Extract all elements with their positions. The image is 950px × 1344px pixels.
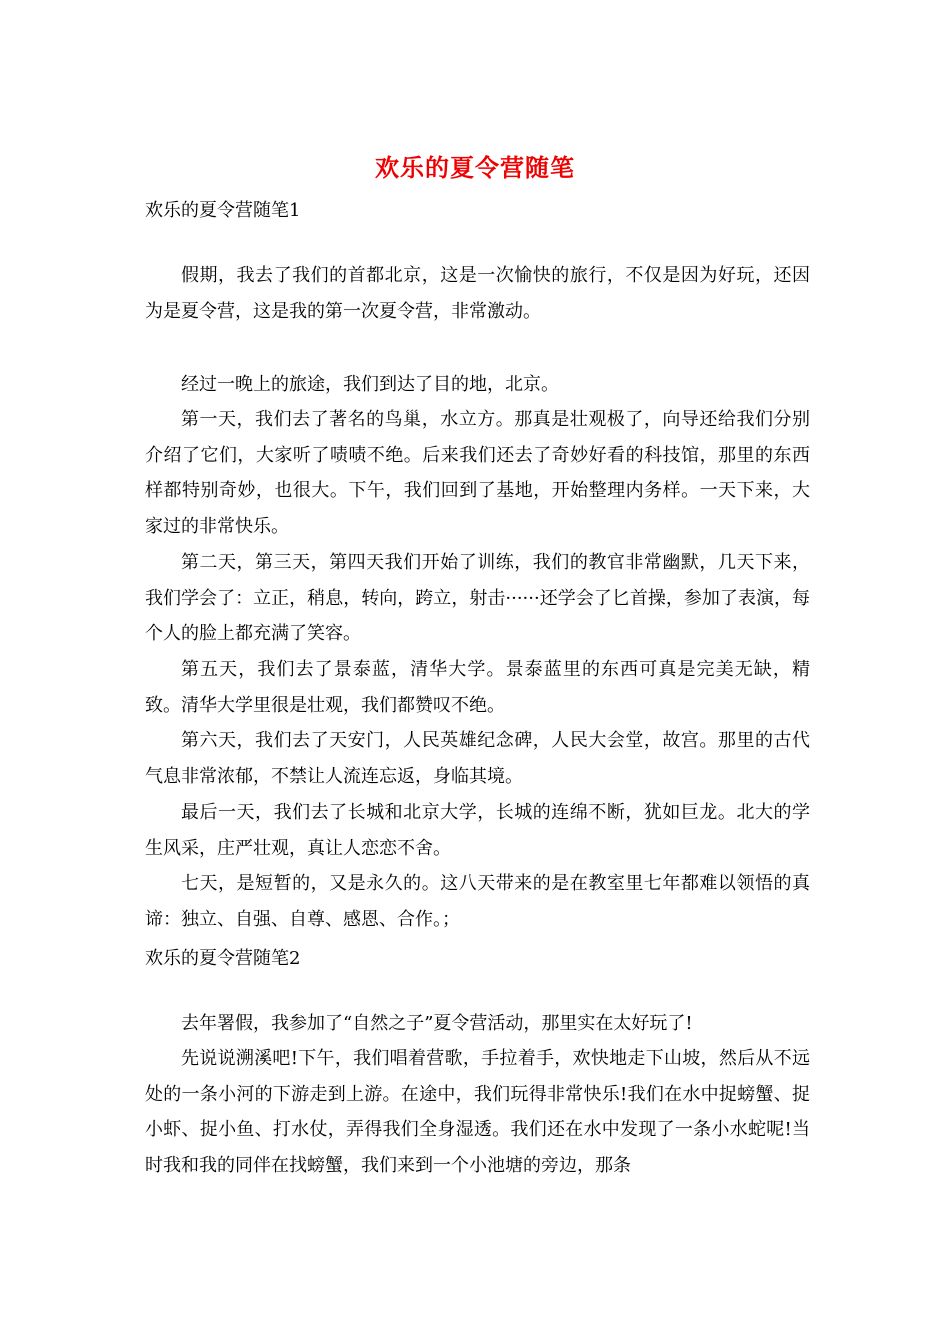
paragraph: 先说说溯溪吧!下午，我们唱着营歌，手拉着手，欢快地走下山坡，然后从不远处的一条小河的下游走到上游。在途中，我们玩得非常快乐!我们在水中捉螃蟹、捉小虾、捉小鱼、打水仗，弄得我们全身湿透。我们还在水中发现了一条小水蛇呢!当时我和我的同伴在找螃蟹，我们来到一个小池塘的旁边，那条 [145,1048,810,1176]
paragraph: 第二天，第三天，第四天我们开始了训练，我们的教官非常幽默，几天下来，我们学会了：立正，稍息，转向，跨立，射击······还学会了匕首操，参加了表演，每个人的脸上都充满了笑容。 [145,552,810,645]
section-heading: 欢乐的夏令营随笔1 [145,200,301,221]
paragraph: 七天，是短暂的，又是永久的。这八天带来的是在教室里七年都难以领悟的真谛：独立、自强、自尊、感恩、合作。； [145,873,810,930]
paragraph: 第五天，我们去了景泰蓝，清华大学。景泰蓝里的东西可真是完美无缺，精致。清华大学里很是壮观，我们都赞叹不绝。 [145,659,810,716]
paragraph: 假期，我去了我们的首都北京，这是一次愉快的旅行，不仅是因为好玩，还因为是夏令营，这是我的第一次夏令营，非常激动。 [145,265,810,322]
paragraph: 第一天，我们去了著名的鸟巢，水立方。那真是壮观极了，向导还给我们分别介绍了它们，大家听了啧啧不绝。后来我们还去了奇妙好看的科技馆，那里的东西样都特别奇妙，也很大。下午，我们回到了基地，开始整理内务样。一天下来，大家过的非常快乐。 [145,409,810,537]
paragraph: 最后一天，我们去了长城和北京大学，长城的连绵不断，犹如巨龙。北大的学生风采，庄严壮观，真让人恋恋不舍。 [145,802,810,859]
document-title: 欢乐的夏令营随笔 [375,153,575,182]
paragraph: 经过一晚上的旅途，我们到达了目的地，北京。 [181,374,559,395]
paragraph: 去年署假，我参加了“自然之子”夏令营活动，那里实在太好玩了! [181,1013,693,1034]
section-heading: 欢乐的夏令营随笔2 [145,948,301,969]
paragraph: 第六天，我们去了天安门，人民英雄纪念碑，人民大会堂，故宫。那里的古代气息非常浓郁，不禁让人流连忘返，身临其境。 [145,730,810,787]
